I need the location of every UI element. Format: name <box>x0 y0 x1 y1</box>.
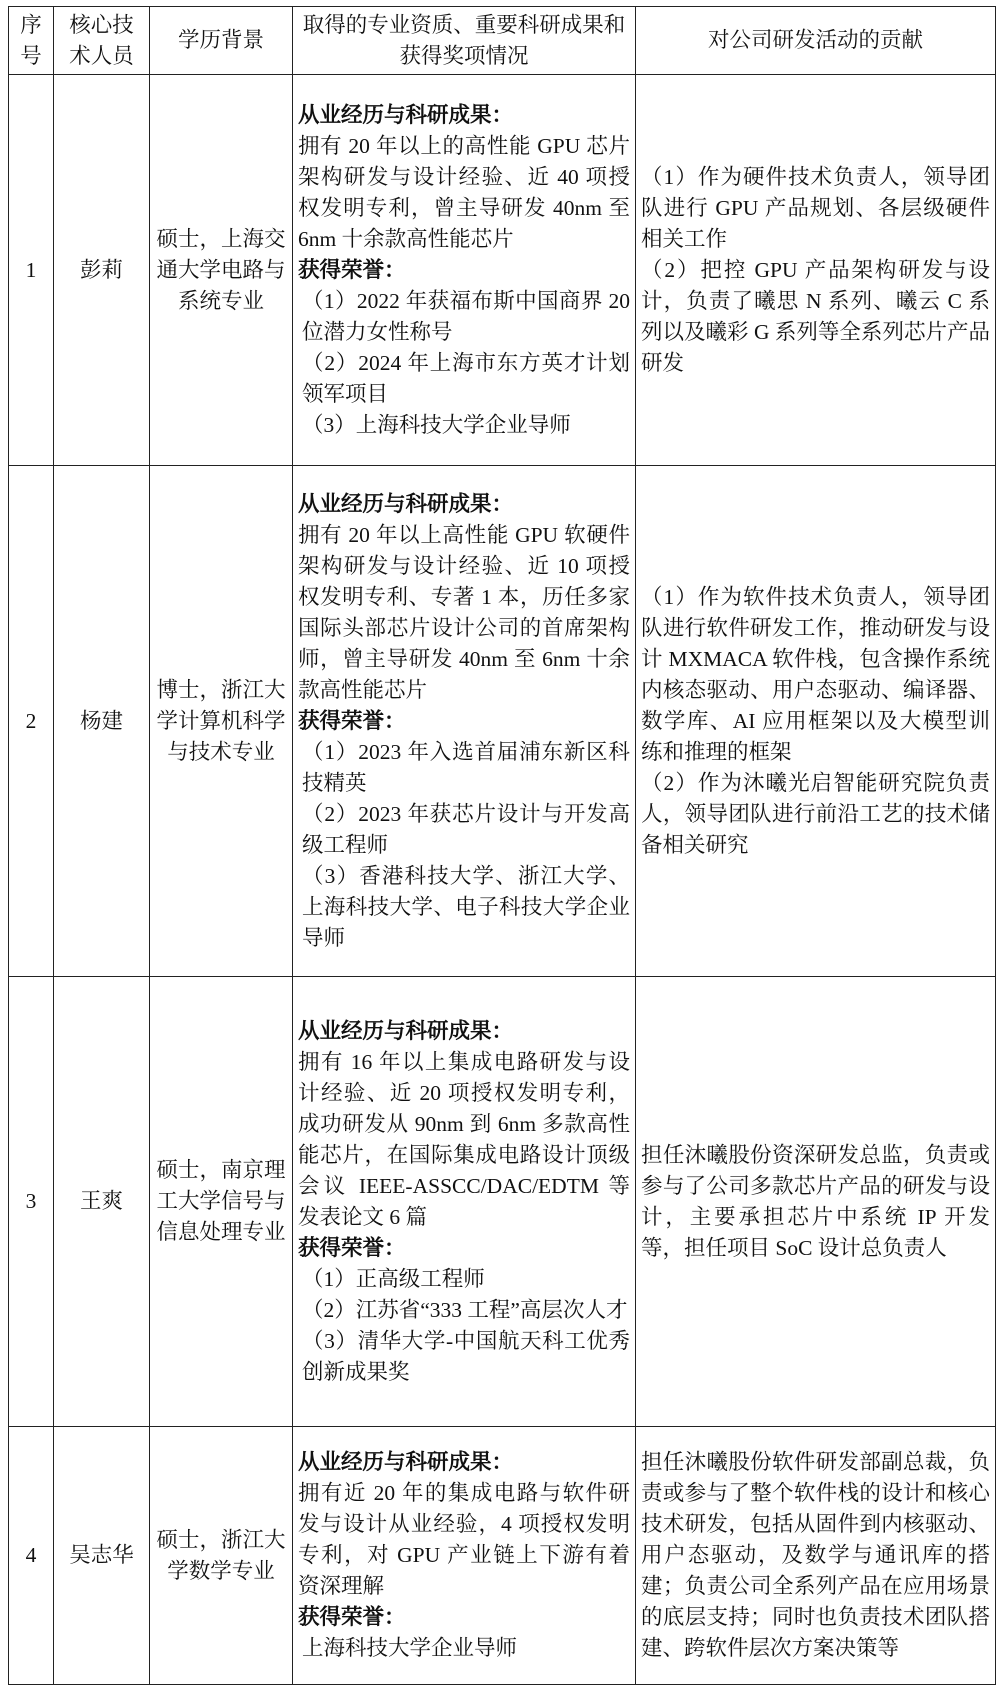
qualifications-cell <box>293 75 636 466</box>
experience-title: 从业经历与科研成果： <box>298 1450 514 1474</box>
experience-title: 从业经历与科研成果： <box>298 102 514 127</box>
honor-item: （1）正高级工程师 <box>302 1266 485 1291</box>
staff-name: 杨建 <box>54 466 150 977</box>
table-body <box>9 75 996 1685</box>
contribution-cell <box>636 1427 996 1685</box>
contribution-paragraph: （1）作为软件技术负责人，领导团队进行软件研发工作，推动研发与设计 MXMACA 软件栈，包含操作系统内核态驱动、用户态驱动、编译器、数学库、AI 应用框架以及大模型训练和推理的框架 <box>641 584 990 764</box>
honor-item: （1）2022 年获福布斯中国商界 20 位潜力女性称号 <box>302 288 630 344</box>
staff-name: 彭莉 <box>54 75 150 466</box>
honors-title: 获得荣誉： <box>298 1605 406 1629</box>
honor-item: （2）2024 年上海市东方英才计划领军项目 <box>302 350 630 406</box>
honor-item: （1）2023 年入选首届浦东新区科技精英 <box>302 739 630 795</box>
header-qualifications: 取得的专业资质、重要科研成果和获得奖项情况 <box>293 7 636 75</box>
education-background: 硕士，南京理工大学信号与信息处理专业 <box>150 977 293 1427</box>
education-background: 博士，浙江大学计算机科学与技术专业 <box>150 466 293 977</box>
experience-text: 拥有 16 年以上集成电路研发与设计经验、近 20 项授权发明专利，成功研发从 90nm 到 6nm 多款高性能芯片，在国际集成电路设计顶级会议 IEEE-ASSCC/DAC/EDTM 等发表论文 6 篇 <box>298 1049 630 1229</box>
contribution-paragraph: （1）作为硬件技术负责人，领导团队进行 GPU 产品规划、各层级硬件相关工作 <box>641 164 990 251</box>
honor-item: （3）清华大学-中国航天科工优秀创新成果奖 <box>302 1328 630 1384</box>
row-number: 1 <box>9 75 54 466</box>
contribution-cell <box>636 466 996 977</box>
qualifications-cell <box>293 1427 636 1685</box>
honor-item: 上海科技大学企业导师 <box>302 1636 518 1660</box>
core-technical-staff-table <box>8 6 996 1685</box>
experience-title: 从业经历与科研成果： <box>298 491 514 516</box>
header-contribution: 对公司研发活动的贡献 <box>636 7 996 75</box>
honor-item: （3）香港科技大学、浙江大学、上海科技大学、电子科技大学企业导师 <box>302 863 630 950</box>
staff-name: 吴志华 <box>54 1427 150 1685</box>
table-row <box>9 1427 996 1685</box>
experience-title: 从业经历与科研成果： <box>298 1018 514 1043</box>
experience-text: 拥有 20 年以上高性能 GPU 软硬件架构研发与设计经验、近 10 项授权发明专利、专著 1 本，历任多家国际头部芯片设计公司的首席架构师，曾主导研发 40nm 至 6nm 十余款高性能芯片 <box>298 522 630 702</box>
row-number: 2 <box>9 466 54 977</box>
honors-title: 获得荣誉： <box>298 1235 406 1260</box>
honor-item: （2）2023 年获芯片设计与开发高级工程师 <box>302 801 630 857</box>
header-education: 学历背景 <box>150 7 293 75</box>
row-number: 4 <box>9 1427 54 1685</box>
contribution-paragraph: 担任沐曦股份资深研发总监，负责或参与了公司多款芯片产品的研发与设计，主要承担芯片中系统 IP 开发等，担任项目 SoC 设计总负责人 <box>641 1142 990 1260</box>
education-background: 硕士，上海交通大学电路与系统专业 <box>150 75 293 466</box>
contribution-paragraph: （2）作为沐曦光启智能研究院负责人，领导团队进行前沿工艺的技术储备相关研究 <box>641 770 990 857</box>
qualifications-cell <box>293 466 636 977</box>
table-header-row <box>9 7 996 75</box>
row-number: 3 <box>9 977 54 1427</box>
header-name: 核心技术人员 <box>54 7 150 75</box>
experience-text: 拥有 20 年以上的高性能 GPU 芯片架构研发与设计经验、近 40 项授权发明专利，曾主导研发 40nm 至 6nm 十余款高性能芯片 <box>298 133 630 251</box>
contribution-cell <box>636 75 996 466</box>
contribution-cell <box>636 977 996 1427</box>
staff-name: 王爽 <box>54 977 150 1427</box>
table-row <box>9 75 996 466</box>
experience-text: 拥有近 20 年的集成电路与软件研发与设计从业经验，4 项授权发明专利，对 GPU 产业链上下游有着资深理解 <box>298 1481 630 1598</box>
contribution-paragraph: （2）把控 GPU 产品架构研发与设计，负责了曦思 N 系列、曦云 C 系列以及曦彩 G 系列等全系列芯片产品研发 <box>641 257 990 375</box>
honor-item: （3）上海科技大学企业导师 <box>302 412 571 437</box>
table-row <box>9 977 996 1427</box>
contribution-paragraph: 担任沐曦股份软件研发部副总裁，负责或参与了整个软件栈的设计和核心技术研发，包括从固件到内核驱动、用户态驱动，及数学与通讯库的搭建；负责公司全系列产品在应用场景的底层支持；同时也负责技术团队搭建、跨软件层次方案决策等 <box>641 1450 990 1660</box>
honors-title: 获得荣誉： <box>298 708 406 733</box>
honor-item: （2）江苏省“333 工程”高层次人才 <box>302 1297 628 1322</box>
education-background: 硕士，浙江大学数学专业 <box>150 1427 293 1685</box>
qualifications-cell <box>293 977 636 1427</box>
table-row <box>9 466 996 977</box>
honors-title: 获得荣誉： <box>298 257 406 282</box>
header-number: 序号 <box>9 7 54 75</box>
